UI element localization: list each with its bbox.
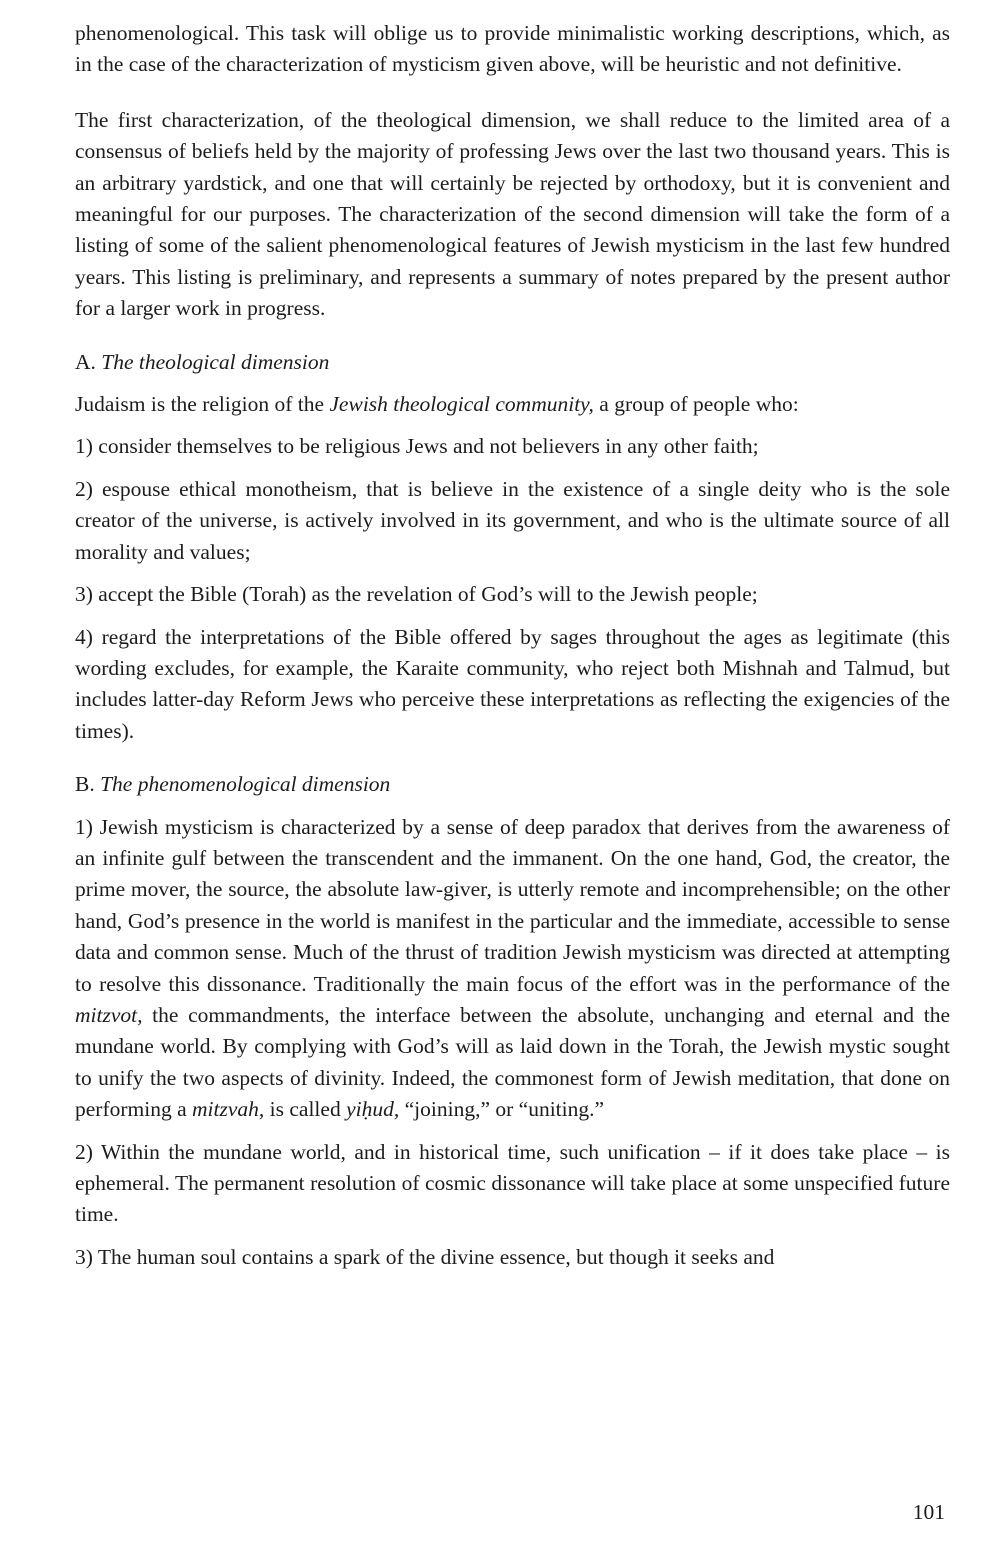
section-b-item-1-yihud: yiḥud,: [346, 1097, 400, 1122]
section-a-intro-italic: Jewish theological community,: [329, 392, 594, 417]
section-b-title: The phenomenological dimension: [100, 772, 391, 797]
section-b-item-1-mitzvah: mitzvah,: [192, 1097, 265, 1122]
paragraph-intro: phenomenological. This task will oblige us to provide minimalistic working descriptions, which, as in the case of the characterization of mysticism given above, will be heuristic and not definitive.: [75, 21, 950, 77]
section-a-item-4: 4) regard the interpretations of the Bible offered by sages throughout the ages as legitimate (this wording excludes, for example, the Karaite community, who reject both Mishnah and Talmud, but includes latter-day Reform Jews who perceive these interpretations as reflecting the exigencies of the times).: [75, 624, 950, 743]
section-a-title: The theological dimension: [101, 349, 330, 374]
section-a-letter: A.: [75, 349, 102, 374]
section-b-item-1-text-1: 1) Jewish mysticism is characterized by a sense of deep paradox that derives from the awareness of an infinite gulf between the transcendent and the immanent. On the one hand, God, the creator, the prime mover, the source, the absolute law-giver, is utterly remote and incomprehensible; on the other hand, God’s presence in the world is manifest in the particular and the immediate, accessible to sense data and common sense. Much of the thrust of tradition Jewish mysticism was directed at attempting to resolve this dissonance. Traditionally the main focus of the effort was in the performance of the: [75, 814, 950, 996]
page-number: 101: [912, 1500, 945, 1524]
section-a-item-1: 1) consider themselves to be religious Jews and not believers in any other faith;: [75, 434, 759, 459]
section-a-intro: [75, 389, 950, 420]
section-b-item-3: 3) The human soul contains a spark of the divine essence, but though it seeks and: [75, 1244, 775, 1269]
paragraph-characterization: The first characterization, of the theological dimension, we shall reduce to the limited area of a consensus of beliefs held by the majority of professing Jews over the last two thousand years. This is an arbitrary yardstick, and one that will certainly be rejected by orthodoxy, but it is convenient and meaningful for our purposes. The characterization of the second dimension will take the form of a listing of some of the salient phenomenological features of Jewish mysticism in the last few hundred years. This listing is preliminary, and represents a summary of notes prepared by the present author for a larger work in progress.: [75, 107, 950, 321]
page-body: [75, 18, 950, 1273]
section-b-item-1-text-2: the commandments, the interface between the absolute, unchanging and eternal and the mundane world. By complying with God’s will as laid down in the Torah, the Jewish mystic sought to unify the two aspects of divinity. Indeed, the commonest form of Jewish meditation, that done on performing a: [75, 1002, 950, 1122]
section-b-item-1-text-3: is called: [264, 1097, 347, 1122]
section-a-item-3: 3) accept the Bible (Torah) as the revelation of God’s will to the Jewish people;: [75, 582, 758, 607]
section-b-heading: [75, 769, 950, 800]
section-a-intro-after: a group of people who:: [593, 392, 799, 417]
section-b-item-1-text-4: “joining,” or “uniting.”: [399, 1097, 605, 1122]
section-a-item-2: 2) espouse ethical monotheism, that is believe in the existence of a single deity who is the sole creator of the universe, is actively involved in its government, and who is the ultimate source of all morality and values;: [75, 476, 950, 564]
section-a-heading: [75, 347, 950, 378]
section-b-item-1-mitzvot: mitzvot,: [75, 1002, 143, 1027]
section-a-intro-before: Judaism is the religion of the: [75, 392, 330, 417]
section-b-item-1: [75, 812, 950, 1126]
section-b-letter: B.: [75, 772, 101, 797]
section-b-item-2: 2) Within the mundane world, and in historical time, such unification – if it does take place – is ephemeral. The permanent resolution of cosmic dissonance will take place at some unspecified future time.: [75, 1139, 950, 1227]
